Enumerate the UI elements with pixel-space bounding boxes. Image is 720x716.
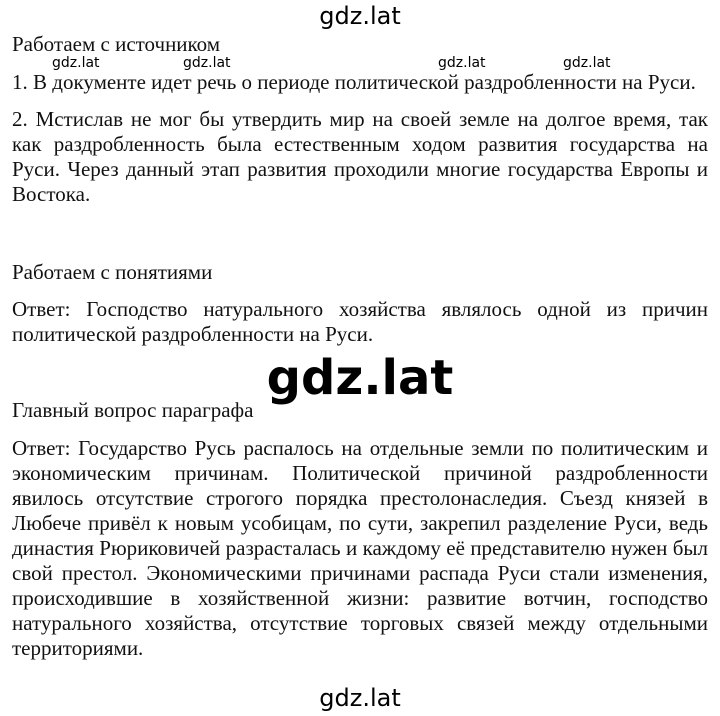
watermark-small-1: gdz.lat — [52, 55, 100, 71]
main-question-heading: Главный вопрос параграфа — [12, 398, 254, 422]
sources-item-1: 1. В документе идет речь о периоде политической раздробленности на Руси. — [12, 70, 696, 94]
sources-item-2: 2. Мстислав не мог бы утвердить мир на своей земле на долгое время, так как раздробленность была естественным ходом развития государства на Руси. Через данный этап развития проходили многие государства Европы и Востока. — [12, 107, 708, 206]
main-question-answer: Ответ: Государство Русь распалось на отдельные земли по политическим и экономическим причинам. Политической причиной раздробленности явилось отсутствие строгого порядка престолонаследия. Съезд князей в Любече привёл к новым усобицам, по сути, закрепил разделение Руси, ведь династия Рюриковичей разрасталась и каждому её представителю нужен был свой престол. Экономическими причинами распада Руси стали изменения, происходившие в хозяйственной жизни: развитие вотчин, господство натурального хозяйства, отсутствие торговых связей между отдельными территориями. — [12, 436, 708, 660]
watermark-bottom: gdz.lat — [319, 684, 401, 712]
watermark-center: gdz.lat — [266, 350, 454, 406]
concepts-heading: Работаем с понятиями — [12, 260, 213, 284]
watermark-small-2: gdz.lat — [183, 55, 231, 71]
sources-heading: Работаем с источником — [12, 32, 221, 56]
watermark-small-4: gdz.lat — [563, 55, 611, 71]
watermark-top: gdz.lat — [319, 2, 401, 30]
concepts-answer: Ответ: Господство натурального хозяйства являлось одной из причин политической раздробленности на Руси. — [12, 297, 708, 346]
watermark-small-3: gdz.lat — [438, 55, 486, 71]
